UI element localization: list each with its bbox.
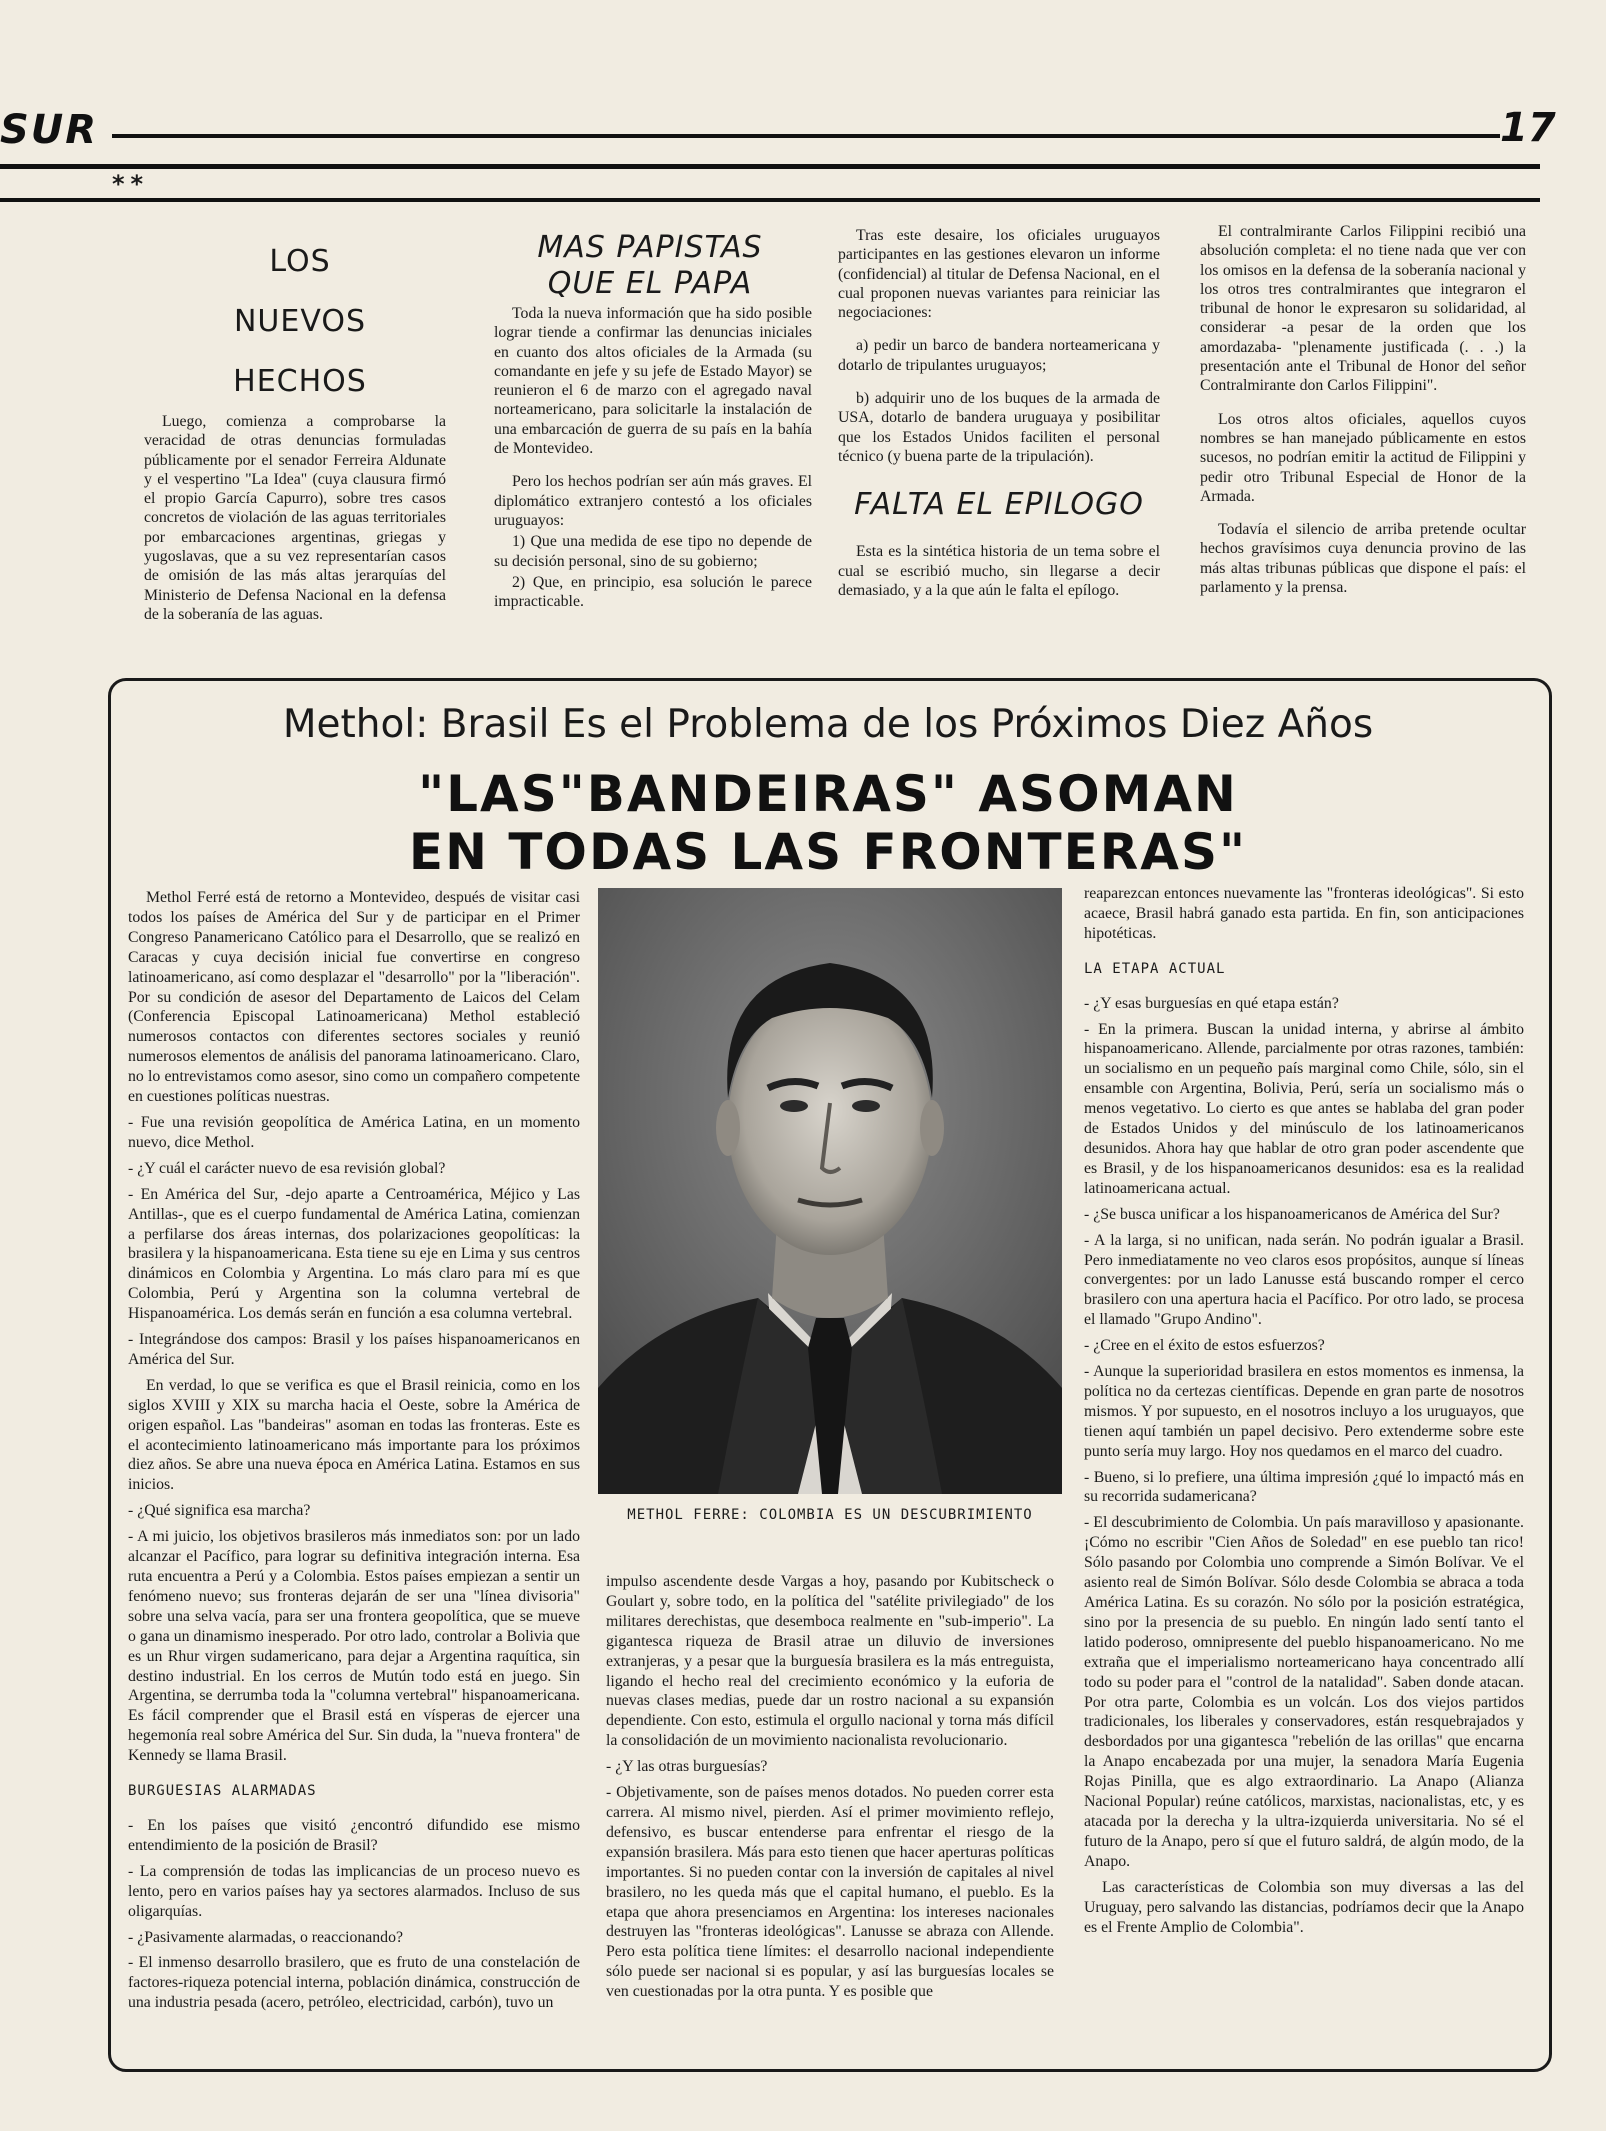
paragraph: - ¿Cree en el éxito de estos esfuerzos? — [1084, 1337, 1325, 1355]
paragraph: Pero los hechos podrían ser aún más graves. El diplomático extranjero contestó a los oficiales uruguayos: — [494, 473, 812, 529]
paragraph: Luego, comienza a comprobarse la veracidad de otras denuncias formuladas públicamente por el senador Ferreira Aldunate y el vespertino "La Idea" (cuya clausura firmó el propio García Capurro), sobre tres casos concretos de violación de las aguas territoriales por embarcaciones argentinas, griegas y yugoslavas, que a su vez representarían casos de omisión de las más altas jerarquías del Ministerio de Defensa Nacional en la defensa de la soberanía de las aguas. — [144, 413, 446, 623]
feature-column-2 — [606, 1572, 1054, 2008]
paragraph: - ¿Pasivamente alarmadas, o reaccionando? — [128, 1928, 403, 1946]
masthead-name: SUR — [0, 107, 99, 153]
section-heading: LA ETAPA ACTUAL — [1084, 960, 1226, 977]
heading-line: MAS PAPISTAS — [537, 230, 763, 265]
paragraph: - En la primera. Buscan la unidad interna, y abrirse al ámbito hispanoamericano. Allende, parcialmente por otras razones, también: un socialismo en un pequeño país marginal como Chile, sólo, sin el ensamble con Argentina, Bolivia, Perú, sería un socialismo más o menos vegetativo. Lo cierto es que antes se hablaba del gran poder de Estados Unidos y del minúsculo de los latinoamericanos desunidos. Ahora hay que hablar de otro gran poder ascendente que es Brasil, y de los hispanoamericanos desunidos: esa es la realidad latinoamericana actual. — [1084, 1020, 1524, 1197]
paragraph: Todavía el silencio de arriba pretende ocultar hechos gravísimos cuya denuncia provino de las más altas tribunas públicas que dispone el país: el parlamento y la prensa. — [1200, 521, 1526, 597]
paragraph: - ¿Qué significa esa marcha? — [128, 1502, 311, 1520]
paragraph: a) pedir un barco de bandera norteamericana y dotarlo de tripulantes uruguayos; — [838, 337, 1160, 374]
page-number: 17 — [1500, 105, 1556, 151]
paragraph: Las características de Colombia son muy diversas a las del Uruguay, pero salvando las distancias, podríamos decir que la Anapo es el Frente Amplio de Colombia". — [1084, 1878, 1524, 1936]
heading-falta-el-epilogo: FALTA EL EPILOGO — [854, 487, 1144, 523]
masthead-rule — [112, 134, 1500, 138]
paragraph: - A mi juicio, los objetivos brasileros más inmediatos son: por un lado alcanzar el Pacífico, para lograr su definitiva integración interna. Esa ruta encuentra a Perú y a Colombia. Estos países empiezan a sentir un fenómeno nuevo; sus fronteras dejarán de ser una "línea divisoria" sobre una selva vacía, para ser una frontera geopolítica, que se mueve o gana un dinamismo inesperado. Por otro lado, controlar a Bolivia que es un Rhur virgen sudamericano, para dejar a Argentina raquítica, sin destino industrial. En los cerros de Mutún todo está en juego. Sin Argentina, se derrumba toda la "columna vertebral" hispanoamericana. Es fácil comprender que el Brasil está en vísperas de ejercer una hegemonía real sobre América del Sur. Sin duda, la "nueva frontera" de Kennedy se llama Brasil. — [128, 1528, 580, 1765]
portrait-illustration — [598, 888, 1062, 1494]
paragraph: 2) Que, en principio, esa solución le parece impracticable. — [494, 573, 812, 611]
paragraph: impulso ascendente desde Vargas a hoy, pasando por Kubitscheck o Goulart y, sobre todo, en la política del "satélite privilegiado" de los militares derechistas, que desemboca realmente en "sub-imperio". La gigantesca riqueza de Brasil atrae un diluvio de inversiones extranjeras, y a pesar que la burguesía brasilera es la más entreguista, ligando el hecho real del crecimiento económico y la euforia de nuevas clases medias, puede dar un rostro nacional a su expansión dependiente. Con esto, estimula el orgullo nacional y torna más difícil la consolidación de un movimiento nacionalista revolucionario. — [606, 1573, 1054, 1750]
section-marker: ** — [112, 170, 150, 198]
paragraph: - El descubrimiento de Colombia. Un país maravilloso y apasionante. ¡Cómo no escribir "Cien Años de Soledad" en ese pueblo tan rico! Sólo pasando por Colombia uno comprende a Simón Bolívar. Ve el asiento real de Simón Bolívar. Sólo desde Colombia se abraca a toda América Latina. Es su corazón. No sólo por la posición estratégica, sino por la presencia de su pueblo. En ningún lado sentí tanto el latido poderoso, omnipresente del pueblo hispanoamericano. No me extraña que el imperialismo norteamericano haya concentrado allí todo su poder para el "control de la natalidad". Saben donde atacan. Por otra parte, Colombia es un volcán. Los dos viejos partidos tradicionales, los liberales y conservadores, están resquebrajados y desbordados por una gigantesca "rebelión de las orillas" que encarna la Anapo encabezada por una mujer, la senadora María Eugenia Rojas Pinilla, que es algo extraordinario. La Anapo (Alianza Nacional Popular) reúne católicos, marxistas, nacionalistas, etc, y es atacada por la derecha y la ultra-izquierda universitaria. No sé el futuro de la Anapo, pero sí que el futuro saldrá, de algún modo, de la Anapo. — [1084, 1514, 1524, 1870]
photo-caption: METHOL FERRE: COLOMBIA ES UN DESCUBRIMIENTO — [627, 1507, 1033, 1523]
paragraph: - En los países que visitó ¿encontró difundido ese mismo entendimiento de la posición de Brasil? — [128, 1816, 580, 1854]
paragraph: - Objetivamente, son de países menos dotados. No pueden correr esta carrera. Al mismo nivel, pierden. Así el primer movimiento reflejo, defensivo, es buscar entenderse para enfrentar el riesgo de la expansión brasilera. Más para esto tienen que hacer aperturas políticas importantes. Si no pueden contar con la inversión de capitales al nivel brasilero, no les queda más que el capital humano, el pueblo. Es la etapa que ahora presenciamos en Argentina: los intereses nacionales destruyen las "fronteras ideológicas". Lanusse se abraza con Allende. Pero esta política tiene límites: el desarrollo nacional independiente sólo puede ser nacional si es popular, y así las burguesías locales se ven cuestionadas por la otra punta. Y es posible que — [606, 1784, 1054, 2001]
title-line: EN TODAS LAS FRONTERAS" — [408, 823, 1248, 881]
paragraph: - ¿Y las otras burguesías? — [606, 1758, 768, 1776]
heading-line: HECHOS — [233, 364, 367, 399]
top-column-3 — [838, 226, 1160, 614]
paragraph: - En América del Sur, -dejo aparte a Centroamérica, Méjico y Las Antillas-, que es el cuerpo fundamental de América Latina, comienzan a perfilarse dos áreas internas, dos polarizaciones geopolíticas: la brasilera y la hispanoamericana. Esta tiene su eje en Lima y sus centros dinámicos en Colombia y Argentina. Lo más claro para mí es que Colombia, Perú y Argentina son la columna vertebral de Hispanoamérica. Los demás serán en función a esa columna vertebral. — [128, 1185, 580, 1323]
section-heading: BURGUESIAS ALARMADAS — [128, 1783, 317, 1800]
paragraph: Los otros altos oficiales, aquellos cuyos nombres se han manejado públicamente en estos sucesos, no podrían emitir la actitud de Filippini y pedir otro Tribunal Especial de Honor de la Armada. — [1200, 410, 1526, 505]
paragraph: - Fue una revisión geopolítica de América Latina, en un momento nuevo, dice Methol. — [128, 1113, 580, 1151]
paragraph: reaparezcan entonces nuevamente las "fronteras ideológicas". Si esto acaece, Brasil habrá ganado esta partida. En fin, son anticipaciones hipotéticas. — [1084, 885, 1524, 942]
heading-los-nuevos-hechos — [170, 232, 430, 412]
top-column-1 — [144, 412, 446, 638]
paragraph: - ¿Y cuál el carácter nuevo de esa revisión global? — [128, 1159, 446, 1177]
paragraph: - A la larga, si no unifican, nada serán. No podrán igualar a Brasil. Pero inmediatamente no veo claros esos propósitos, aunque sí líneas convergentes: por un lado Lanusse está buscando romper el cerco brasilero con una apertura hacia el Pacífico. Por otro lado, se procesa el llamado "Grupo Andino". — [1084, 1231, 1524, 1329]
feature-subtitle: Methol: Brasil Es el Problema de los Próximos Diez Años — [282, 702, 1374, 747]
top-rule — [0, 164, 1540, 169]
paragraph: - Bueno, si lo prefiere, una última impresión ¿qué lo impactó más en su recorrida sudamericana? — [1084, 1468, 1524, 1506]
heading-line: QUE EL PAPA — [547, 266, 753, 301]
paragraph: En verdad, lo que se verifica es que el Brasil reinicia, como en los siglos XVIII y XIX su marcha hacia el Oeste, sobre la América de origen español. Las "bandeiras" asoman en todas las fronteras. Este es el acontecimiento latinoamericano más importante para los próximos diez años. Se abre una nueva época en América Latina. Estamos en sus inicios. — [128, 1376, 580, 1494]
paragraph: Toda la nueva información que ha sido posible lograr tiende a confirmar las denuncias iniciales en cuanto dos altos oficiales de la Armada (su comandante en jefe y su jefe de Estado Mayor) se reunieron el 6 de marzo con el agregado naval norteamericano, para solicitarle la instalación de una embarcación de guerra de su país en la bahía de Montevideo. — [494, 305, 812, 458]
paragraph: Esta es la sintética historia de un tema sobre el cual se escribió mucho, sin llegarse a decir demasiado, y a la que aún le falta el epílogo. — [838, 543, 1160, 599]
paragraph: Methol Ferré está de retorno a Montevideo, después de visitar casi todos los países de América del Sur y de participar en el Primer Congreso Panamericano Católico para el Desarrollo, que se realizó en Caracas y cuya decisión inicial fue convertirse en congreso latinoamericano, así como desplazar el "desarrollo" por la "liberación". Por su condición de asesor del Departamento de Laicos del Celam (Conferencia Episcopal Latinoamericana) Methol estableció numerosos contactos con diferentes sectores sociales y reunió numerosos elementos de análisis del panorama latinoamericano. Claro, no lo entrevistamos como asesor, sino como un compañero competente en cuestiones políticas nuestras. — [128, 889, 580, 1106]
paragraph: b) adquirir uno de los buques de la armada de USA, dotarlo de bandera uruguaya y posibilitar que los Estados Unidos faciliten el personal técnico (y buena parte de la tripulación). — [838, 390, 1160, 465]
paragraph: 1) Que una medida de ese tipo no depende de su decisión personal, sino de su gobierno; — [494, 533, 812, 570]
paragraph: El contralmirante Carlos Filippini recibió una absolución completa: el no tiene nada que ver con los omisos en la defensa de la soberanía nacional y los otros tres contralmirantes que integraron el tribunal de honor le expresaron su solidaridad, al considerar -a pesar de la orden que los amordazaba- "plenamente justificada (. . .) la presentación ante el Tribunal de Honor del señor Contralmirante don Carlos Filippini". — [1200, 223, 1526, 395]
paragraph: - Aunque la superioridad brasilera en estos momentos es inmensa, la política no da certezas científicas. Depende en gran parte de nosotros mismos. Y por supuesto, en el nosotros incluyo a los uruguayos, que tienen aquí también un papel decisivo. Pero extenderme sobre este punto sería muy largo. Hoy nos quedamos en el marco del cuadro. — [1084, 1363, 1524, 1460]
feature-title — [110, 765, 1546, 881]
section-rule — [0, 198, 1540, 202]
heading-mas-papistas — [500, 230, 800, 302]
paragraph: - Integrándose dos campos: Brasil y los países hispanoamericanos en América del Sur. — [128, 1331, 580, 1368]
top-column-4 — [1200, 222, 1526, 611]
paragraph: Tras este desaire, los oficiales uruguayos participantes en las gestiones elevaron un informe (confidencial) al titular de Defensa Nacional, en el cual proponen nuevas variantes para reiniciar las negociaciones: — [838, 227, 1160, 322]
feature-column-1 — [128, 888, 580, 2019]
feature-column-3 — [1084, 884, 1524, 1943]
portrait-photo — [598, 888, 1062, 1494]
title-line: "LAS"BANDEIRAS" ASOMAN — [418, 765, 1238, 823]
paragraph: - ¿Se busca unificar a los hispanoamericanos de América del Sur? — [1084, 1205, 1500, 1223]
paragraph: - La comprensión de todas las implicancias de un proceso nuevo es lento, pero en varios países hay ya sectores alarmados. Incluso de sus oligarquías. — [128, 1862, 580, 1920]
paragraph: - El inmenso desarrollo brasilero, que es fruto de una constelación de factores-riqueza potencial interna, población dinámica, construcción de una industria pesada (acero, petróleo, electricidad, carbón), tuvo un — [128, 1954, 580, 2012]
top-column-2 — [494, 304, 812, 625]
heading-line: LOS — [269, 244, 331, 279]
heading-line: NUEVOS — [233, 304, 366, 339]
paragraph: - ¿Y esas burguesías en qué etapa están? — [1084, 994, 1339, 1012]
